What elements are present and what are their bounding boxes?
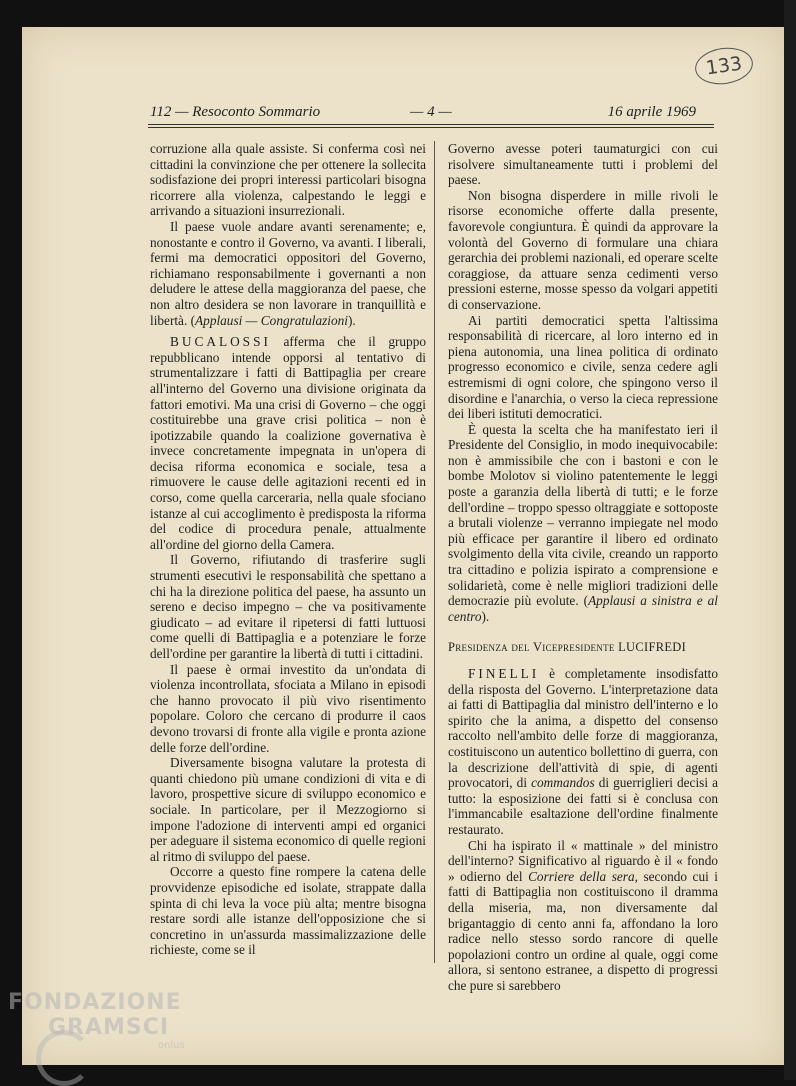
header-date: 16 aprile 1969 xyxy=(607,104,696,120)
header-rule xyxy=(148,127,714,128)
paragraph: BUCALOSSI afferma che il gruppo repubblicano intende opporsi al tentativo di strumentalizzare i fatti di Battipaglia per creare all'interno del Governo una divisione originata da fattori emotivi. Ma una crisi di Governo – che oggi costituirebbe una grave crisi politica – non è ipotizzabile quando la coalizione governativa è invece concretamente impegnata in un'opera di decisa riforma economica e sociale, tesa a rimuovere le cause delle agitazioni recenti ed in corso, come quella carceraria, nella quale sfociano istanze al cui accoglimento è predisposta la riforma del codice di procedura penale, attualmente all'ordine del giorno della Camera. xyxy=(150,334,426,552)
handwritten-folio-number: 133 xyxy=(693,44,755,88)
applause-note: Applausi a sinistra e al centro xyxy=(448,593,719,624)
paragraph: Occorre a questo fine rompere la catena delle provvidenze episodiche ed isolate, strappate dalla spinta di chi leva la voce più alta; mentre bisogna restare sordi alle istanze dell'opposizione che si concretino in un'assurda massimalizzazione delle richieste, come se il xyxy=(150,864,426,958)
paragraph: Il Governo, rifiutando di trasferire sugli strumenti esecutivi le responsabilità che spettano a chi ha la direzione politica del paese, ha assunto un sereno e deciso impegno – che va positivamente giudicato – ad evitare il ripetersi di fatti luttuosi come quelli di Battipaglia e a potenziare le forze dell'ordine per garantire la libertà di tutti i cittadini. xyxy=(150,552,426,661)
header-rule xyxy=(148,124,714,125)
speaker-name: FINELLI xyxy=(468,666,540,681)
paragraph: corruzione alla quale assiste. Si conferma così nei cittadini la convinzione che per ottenere la sollecita sodisfazione dei propri interessi particolari bisogna ricorrere alla violenza, calpestando le leggi e arrivando a situazioni insurrezionali. xyxy=(150,141,426,219)
watermark-logo-icon xyxy=(36,1030,92,1086)
watermark-line: GRAMSCI xyxy=(48,1015,170,1040)
paragraph: Il paese è ormai investito da un'ondata di violenza incontrollata, sfociata a Milano in episodi che hanno provocato il più vivo risentimento popolare. Coloro che cercano di produrre il caos devono trovarsi di fronte alla vigile e pronta azione delle forze dell'ordine. xyxy=(150,661,426,755)
speaker-name: BUCALOSSI xyxy=(170,334,271,350)
applause-note: Applausi — Congratulazioni xyxy=(195,312,348,328)
paragraph: Diversamente bisogna valutare la protesta di quanti chiedono più umane condizioni di vita e di lavoro, prospettive sicure di sviluppo economico e sociale. In particolare, per il Mezzogiorno si impone l'adozione di interventi ampi ed organici per adeguare il sistema economico di quelle regioni al ritmo di sviluppo del paese. xyxy=(150,755,426,864)
right-column xyxy=(448,141,718,993)
paragraph: Non bisogna disperdere in mille rivoli le risorse economiche offerte dalla presente, favorevole congiuntura. È quindi da approvare la volontà del Governo di formulare una chiara gerarchia dei problemi nazionali, ed operare scelte coraggiose, da attuare senza cedimenti verso pressioni esterne, mosse spesso da volgari appetiti di conservazione. xyxy=(448,187,718,312)
paragraph: FINELLI è completamente insodisfatto della risposta del Governo. L'interpretazione data ai fatti di Battipaglia dal ministro dell'interno e lo spirito che la anima, a dispetto del consenso raccolto nell'ambito delle forze di maggioranza, costituiscono un autentico bollettino di guerra, con la descrizione dell'attività di spie, di agenti provocatori, di commandos di guerriglieri decisi a tutto: la esposizione dei fatti si è conclusa con l'immancabile esaltazione dell'ordine finalmente restaurato. xyxy=(448,666,718,837)
presidency-heading: Presidenza del Vicepresidente LUCIFREDI xyxy=(448,640,687,655)
archive-watermark xyxy=(8,990,185,1051)
watermark-line: FONDAZIONE xyxy=(8,990,182,1015)
paragraph: Chi ha ispirato il « mattinale » del ministro dell'interno? Significativo al riguardo è il « fondo » odierno del Corriere della sera, secondo cui i fatti di Battipaglia non costituiscono il dramma della miseria, ma, non diversamente dal brigantaggio di cento anni fa, affondano la loro radice nello stesso sordo rancore di quelle popolazioni contro un ordine al quale, oggi come allora, si sentono estranee, a dispetto di progressi che pure si sarebbero xyxy=(448,837,719,993)
left-column xyxy=(150,141,426,958)
column-divider xyxy=(434,141,435,963)
page-header xyxy=(150,104,696,126)
paragraph: Governo avesse poteri taumaturgici con cui risolvere simultaneamente tutti i problemi del paese. xyxy=(448,141,718,188)
paragraph: Il paese vuole andare avanti serenamente; e, nonostante e contro il Governo, va avanti. I liberali, fermi ma democratici oppositori del Governo, richiamano responsabilmente i governanti a non deludere le attese della maggioranza del paese, che non altro desidera se non lavorare in tranquillità e libertà. (Applausi — Congratulazioni). xyxy=(150,218,426,328)
watermark-line: onlus xyxy=(158,1040,185,1051)
header-left: 112 — Resoconto Sommario xyxy=(150,104,321,120)
header-page-number: — 4 — xyxy=(410,104,452,120)
paragraph: Ai partiti democratici spetta l'altissima responsabilità di ricercare, al loro interno ed in piena autonomia, una linea politica di ordinato progresso economico e civile, senza cedere agli estremismi di ogni colore, che spingono verso il disordine e l'anarchia, o verso la cieca repressione dei liberi istituti democratici. xyxy=(448,312,718,422)
scan-edge xyxy=(784,0,796,1080)
paragraph: È questa la scelta che ha manifestato ieri il Presidente del Consiglio, in modo inequivocabile: non è ammissibile che con i bastoni e con le bombe Molotov si violino patentemente le leggi poste a garanzia della libertà di tutti; e le forze dell'ordine – troppo spesso oltraggiate e sottoposte a brutali violenze – verranno impiegate nel modo più efficace per garantire il libero ed ordinato svolgimento della vita civile, creando un rapporto tra cittadino e polizia ispirato a comprensione e solidarietà, come è nelle migliori tradizioni delle democrazie più evolute. (Applausi a sinistra e al centro). xyxy=(448,421,719,624)
